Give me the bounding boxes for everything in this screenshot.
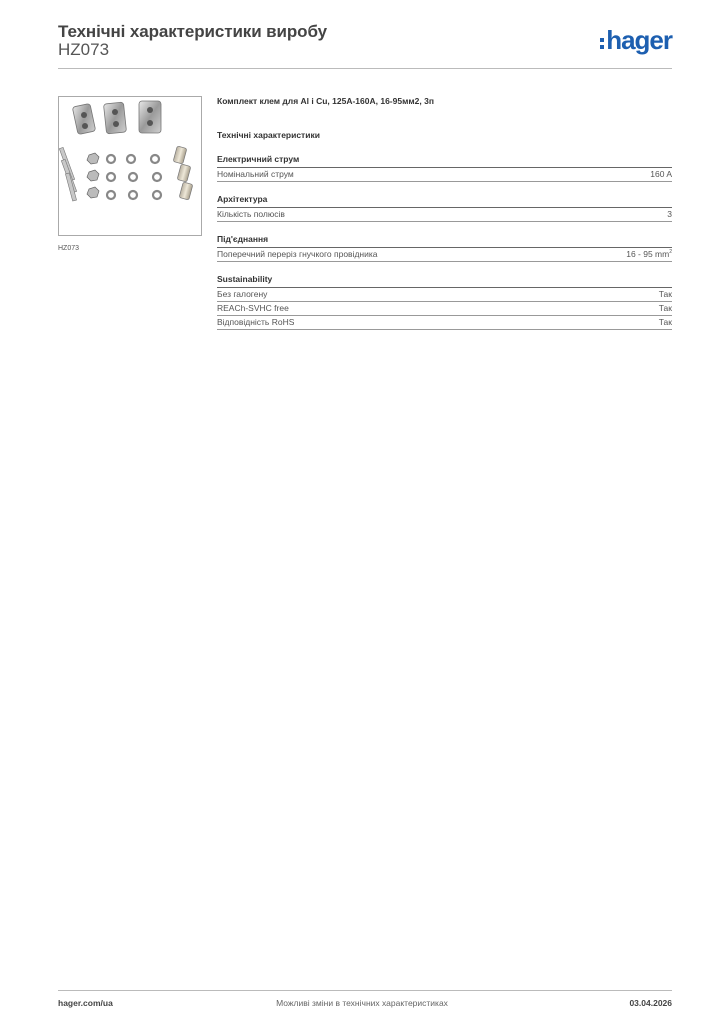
spec-value-superscript: 2 (669, 249, 672, 255)
spec-value: 3 (667, 209, 672, 219)
terminal-kit-icon (59, 97, 201, 235)
page-header (58, 20, 672, 68)
page-title: Технічні характеристики виробу (58, 22, 327, 41)
header-divider (58, 68, 672, 69)
spec-label: REACh-SVHC free (217, 303, 289, 313)
footer-note: Можливі зміни в технічних характеристиках (276, 998, 448, 1008)
product-description: Комплект клем для Al і Cu, 125A-160A, 16-95мм2, 3п (217, 96, 434, 106)
product-image (58, 96, 202, 236)
group-title: Архітектура (217, 194, 672, 208)
spec-value: Так (658, 289, 672, 299)
specs-heading: Технічні характеристики (217, 130, 320, 140)
spec-row (217, 288, 672, 302)
spec-row (217, 248, 672, 262)
logo-dots-icon (600, 38, 604, 49)
spec-row (217, 302, 672, 316)
group-title: Sustainability (217, 274, 672, 288)
spec-group-electrical (217, 154, 672, 182)
group-title: Під'єднання (217, 234, 672, 248)
product-code: HZ073 (58, 40, 110, 59)
spec-value: 160 A (650, 169, 672, 179)
group-title: Електричний струм (217, 154, 672, 168)
spec-value: Так (658, 317, 672, 327)
spec-label: Поперечний переріз гнучкого провідника (217, 249, 378, 259)
spec-group-sustainability (217, 274, 672, 330)
spec-label: Кількість полюсів (217, 209, 285, 219)
spec-row (217, 208, 672, 222)
spec-label: Без галогену (217, 289, 268, 299)
spec-content (217, 96, 672, 342)
spec-value: 16 - 95 mm (626, 249, 670, 259)
image-caption: HZ073 (58, 245, 80, 252)
spec-label: Номінальний струм (217, 169, 294, 179)
spec-group-connection (217, 234, 672, 262)
spec-value: Так (658, 303, 672, 313)
footer-divider (58, 990, 672, 991)
spec-row (217, 168, 672, 182)
spec-label: Відповідність RoHS (217, 317, 295, 327)
spec-group-architecture (217, 194, 672, 222)
spec-row (217, 316, 672, 330)
logo-text: hager (606, 25, 672, 55)
footer-website-link[interactable]: hager.com/ua (58, 998, 113, 1008)
footer-date: 03.04.2026 (629, 998, 672, 1008)
spec-value-wrap (626, 248, 672, 261)
hager-logo[interactable] (600, 26, 672, 54)
